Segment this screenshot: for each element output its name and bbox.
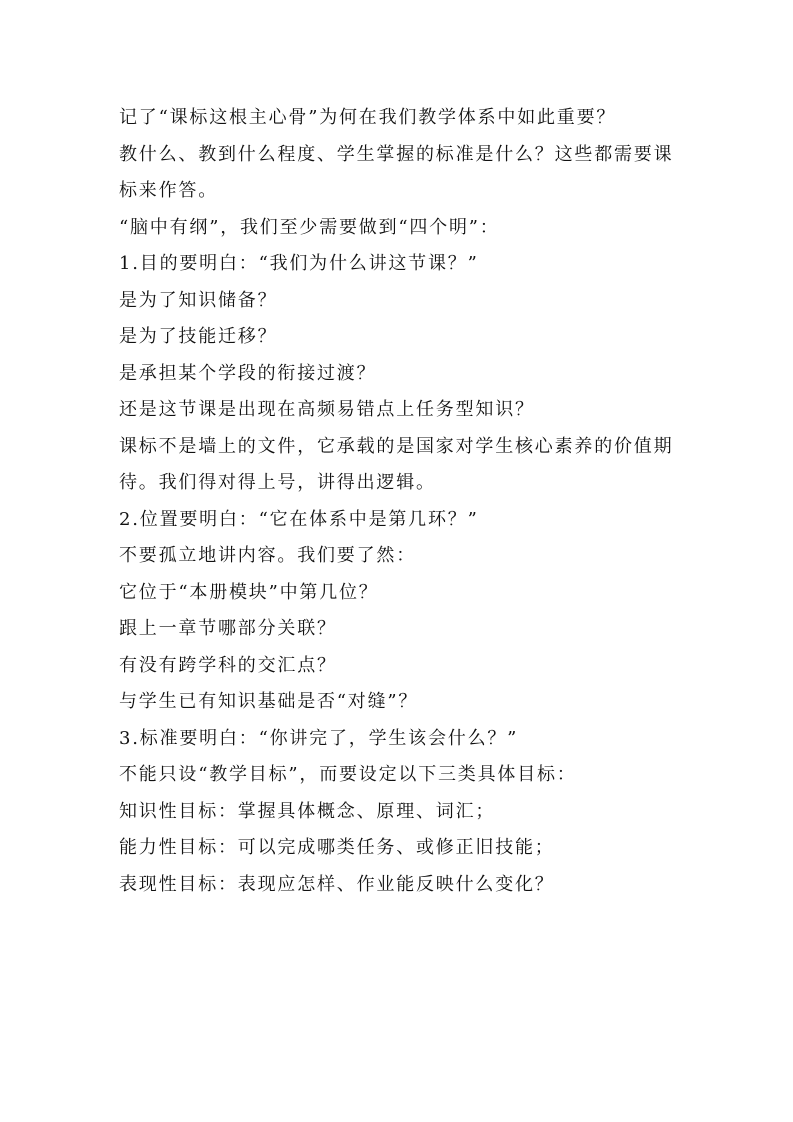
text-line: 表现性目标：表现应怎样、作业能反映什么变化？ <box>119 873 555 895</box>
text-line: 记了“课标这根主心骨”为何在我们教学体系中如此重要？ <box>119 107 617 128</box>
text-line: 待。我们得对得上号，讲得出逻辑。 <box>119 472 436 493</box>
text-line: 不要孤立地讲内容。我们要了然： <box>119 545 416 566</box>
text-line: 能力性目标：可以完成哪类任务、或修正旧技能； <box>119 837 555 858</box>
text-line: 不能只设“教学目标”，而要设定以下三类具体目标： <box>119 764 577 785</box>
text-line: 还是这节课是出现在高频易错点上任务型知识？ <box>119 399 535 420</box>
text-line: 是为了知识储备？ <box>119 289 278 311</box>
document-body <box>119 100 679 903</box>
text-line: 课标不是墙上的文件，它承载的是国家对学生核心素养的价值期 <box>119 435 674 457</box>
text-line: 知识性目标：掌握具体概念、原理、词汇； <box>119 800 496 822</box>
text-line: “脑中有纲”，我们至少需要做到“四个明”： <box>119 216 500 238</box>
text-line: 是为了技能迁移？ <box>119 326 278 347</box>
section-heading-standard: 3.标准要明白：“你讲完了，学生该会什么？” <box>119 727 519 749</box>
text-line: 教什么、教到什么程度、学生掌握的标准是什么？这些都需要课 <box>119 143 674 165</box>
section-heading-position: 2.位置要明白：“它在体系中是第几环？” <box>119 508 479 530</box>
text-line: 跟上一章节哪部分关联？ <box>119 618 337 639</box>
text-line: 它位于“本册模块”中第几位？ <box>119 581 379 603</box>
text-line: 标来作答。 <box>119 180 218 201</box>
section-heading-purpose: 1.目的要明白：“我们为什么讲这节课？” <box>119 253 479 274</box>
text-line: 与学生已有知识基础是否“对缝”？ <box>119 691 419 712</box>
text-line: 有没有跨学科的交汇点？ <box>119 654 337 676</box>
text-line: 是承担某个学段的衔接过渡？ <box>119 362 377 384</box>
